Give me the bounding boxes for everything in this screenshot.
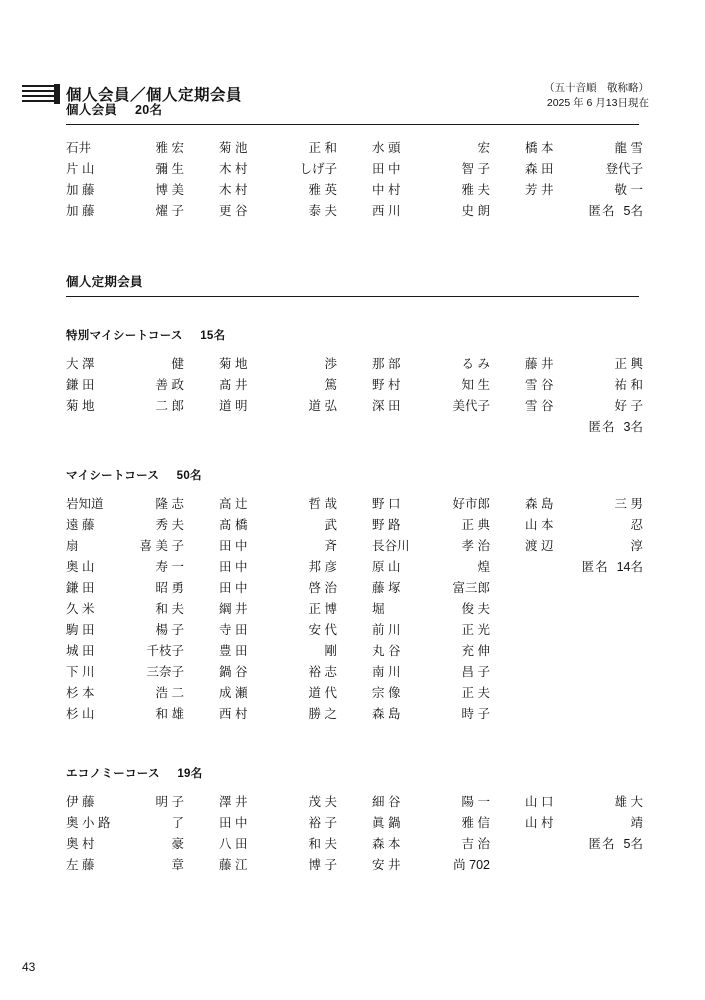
subsection-label: 特別マイシートコース	[66, 330, 183, 342]
member-row	[66, 352, 643, 373]
member-row	[66, 492, 643, 513]
member-list-kojin-kaiin	[66, 136, 643, 220]
member-name: 左 藤 章	[66, 857, 184, 872]
member-name: 森 本 吉 治	[372, 836, 490, 851]
member-name: 森 島 時 子	[372, 706, 490, 721]
member-name: 田 中 裕 子	[219, 815, 337, 830]
section-title-kojin-teiki	[66, 272, 143, 290]
member-name: 中 村 雅 夫	[372, 182, 490, 197]
member-name: 久 米 和 夫	[66, 601, 184, 616]
member-row	[66, 178, 643, 199]
member-name: 山 村 靖	[525, 815, 643, 830]
member-cell-empty	[525, 601, 639, 615]
member-list-myseat	[66, 492, 643, 723]
member-name: 田 中 邦 彦	[219, 559, 337, 574]
member-cell-empty	[525, 580, 639, 594]
member-row	[66, 415, 643, 436]
member-name: 堀 俊 夫	[372, 601, 490, 616]
member-name: 安 井 尚 702	[372, 857, 490, 872]
member-name: 奥 山 寿 一	[66, 559, 184, 574]
divider-kojin-teiki	[66, 296, 639, 297]
member-name: 寺 田 安 代	[219, 622, 337, 637]
member-name: 藤 江 博 子	[219, 857, 337, 872]
member-name: 更 谷 泰 夫	[219, 203, 337, 218]
member-name: 雪 谷 祐 和	[525, 377, 643, 392]
member-name: 下 川 三奈子	[66, 664, 184, 679]
member-name: 綱 井 正 博	[219, 601, 337, 616]
anonymous-count: 匿名 5名	[588, 836, 643, 851]
anonymous-count: 匿名 5名	[588, 203, 643, 218]
member-name: 藤 井 正 興	[525, 356, 643, 371]
member-row	[66, 639, 639, 660]
member-name: 伊 藤 明 子	[66, 794, 184, 809]
member-row	[66, 832, 643, 853]
member-name: 南 川 昌 子	[372, 664, 490, 679]
member-cell-empty	[219, 419, 372, 433]
member-name: 前 川 正 光	[372, 622, 490, 637]
member-name: 奥 村 豪	[66, 836, 184, 851]
anonymous-count: 匿名 3名	[588, 419, 643, 434]
member-cell-empty	[525, 664, 639, 678]
member-row	[66, 199, 643, 220]
member-name: 水 頭 宏	[372, 140, 490, 155]
member-name: 菊 地 渉	[219, 356, 337, 371]
member-name: 道 明 道 弘	[219, 398, 337, 413]
member-name: 宗 像 正 夫	[372, 685, 490, 700]
member-name: 田 中 智 子	[372, 161, 490, 176]
member-name: 杉 山 和 雄	[66, 706, 184, 721]
member-cell-empty	[525, 685, 639, 699]
subsection-count: 50名	[176, 470, 202, 482]
member-name: 丸 谷 充 伸	[372, 643, 490, 658]
member-name: 岩知道 隆 志	[66, 496, 184, 511]
member-name: 遠 藤 秀 夫	[66, 517, 184, 532]
member-name: 澤 井 茂 夫	[219, 794, 337, 809]
member-name: 田 中 斉	[219, 538, 337, 553]
member-name: 菊 地 二 郎	[66, 398, 184, 413]
section-label: 個人定期会員	[66, 275, 143, 289]
page-title: 個人会員／個人定期会員	[66, 87, 243, 104]
member-name: 豊 田 剛	[219, 643, 337, 658]
member-row	[66, 576, 639, 597]
member-name: 成 瀬 道 代	[219, 685, 337, 700]
member-row	[66, 618, 639, 639]
member-name: 菊 池 正 和	[219, 140, 337, 155]
member-row	[66, 811, 643, 832]
section-title-kojin-kaiin	[66, 100, 162, 118]
subsection-title-economy	[66, 765, 203, 781]
member-name: 野 路 正 典	[372, 517, 490, 532]
member-row	[66, 853, 639, 874]
member-name: 髙 井 篤	[219, 377, 337, 392]
member-name: 野 村 知 生	[372, 377, 490, 392]
header-note-line1: （五十音順 敬称略）	[544, 82, 649, 94]
member-list-tokubetsu-myseat	[66, 352, 643, 436]
member-name: 橋 本 龍 雪	[525, 140, 643, 155]
member-cell-empty	[66, 419, 219, 433]
member-name: 眞 鍋 雅 信	[372, 815, 490, 830]
member-name: 扇 喜 美 子	[66, 538, 184, 553]
member-name: 芳 井 敬 一	[525, 182, 643, 197]
member-cell-empty	[525, 857, 639, 871]
member-name: 那 部 る み	[372, 356, 490, 371]
member-name: 加 藤 燿 子	[66, 203, 184, 218]
header-note-line2: 2025 年 6 月13日現在	[546, 97, 649, 110]
subsection-title-tokubetsu-myseat	[66, 327, 225, 343]
member-name: 木 村 雅 英	[219, 182, 337, 197]
member-cell-empty	[525, 622, 639, 636]
member-name: 鎌 田 昭 勇	[66, 580, 184, 595]
member-row	[66, 555, 643, 576]
header-mark-icon	[22, 84, 58, 104]
member-cell-empty	[372, 419, 525, 433]
divider-kojin-kaiin	[66, 124, 639, 125]
header-note	[544, 81, 649, 111]
member-row	[66, 597, 639, 618]
member-name: 藤 塚 富三郎	[372, 580, 490, 595]
member-name: 駒 田 楊 子	[66, 622, 184, 637]
member-name: 西 川 史 朗	[372, 203, 490, 218]
anonymous-count: 匿名 14名	[581, 559, 643, 574]
member-cell-empty	[525, 643, 639, 657]
subsection-count: 15名	[200, 330, 226, 342]
member-name: 城 田 千枝子	[66, 643, 184, 658]
member-name: 森 島 三 男	[525, 496, 643, 511]
member-name: 山 口 雄 大	[525, 794, 643, 809]
member-name: 長谷川 孝 治	[372, 538, 490, 553]
member-row	[66, 534, 643, 555]
member-name: 石井 雅 宏	[66, 140, 184, 155]
subsection-label: マイシートコース	[66, 470, 160, 482]
subsection-label: エコノミーコース	[66, 768, 160, 780]
member-name: 鍋 谷 裕 志	[219, 664, 337, 679]
subsection-title-myseat	[66, 467, 202, 483]
member-row	[66, 136, 643, 157]
member-cell-empty	[525, 706, 639, 720]
member-name: 田 中 啓 治	[219, 580, 337, 595]
member-row	[66, 373, 643, 394]
member-list-economy	[66, 790, 643, 874]
member-name: 鎌 田 善 政	[66, 377, 184, 392]
member-name: 原 山 煌	[372, 559, 490, 574]
section-count: 20名	[134, 103, 163, 117]
member-name: 深 田 美代子	[372, 398, 490, 413]
member-row	[66, 394, 643, 415]
member-name: 大 澤 健	[66, 356, 184, 371]
member-row	[66, 513, 643, 534]
member-name: 加 藤 博 美	[66, 182, 184, 197]
page-number: 43	[22, 960, 36, 974]
member-name: 西 村 勝 之	[219, 706, 337, 721]
member-name: 山 本 忍	[525, 517, 643, 532]
member-row	[66, 157, 643, 178]
member-name: 野 口 好市郎	[372, 496, 490, 511]
member-row	[66, 702, 639, 723]
member-name: 高 辻 哲 哉	[219, 496, 337, 511]
member-name: 渡 辺 淳	[525, 538, 643, 553]
member-name: 八 田 和 夫	[219, 836, 337, 851]
subsection-count: 19名	[177, 768, 203, 780]
member-row	[66, 790, 643, 811]
member-name: 杉 本 浩 二	[66, 685, 184, 700]
member-name: 奥 小 路 了	[66, 815, 184, 830]
member-name: 森 田 登代子	[525, 161, 643, 176]
member-name: 細 谷 陽 一	[372, 794, 490, 809]
section-label: 個人会員	[66, 103, 118, 117]
member-name: 木 村 しげ子	[219, 161, 337, 176]
member-row	[66, 681, 639, 702]
member-name: 髙 橋 武	[219, 517, 337, 532]
member-name: 片 山 彌 生	[66, 161, 184, 176]
member-row	[66, 660, 639, 681]
member-name: 雪 谷 好 子	[525, 398, 643, 413]
